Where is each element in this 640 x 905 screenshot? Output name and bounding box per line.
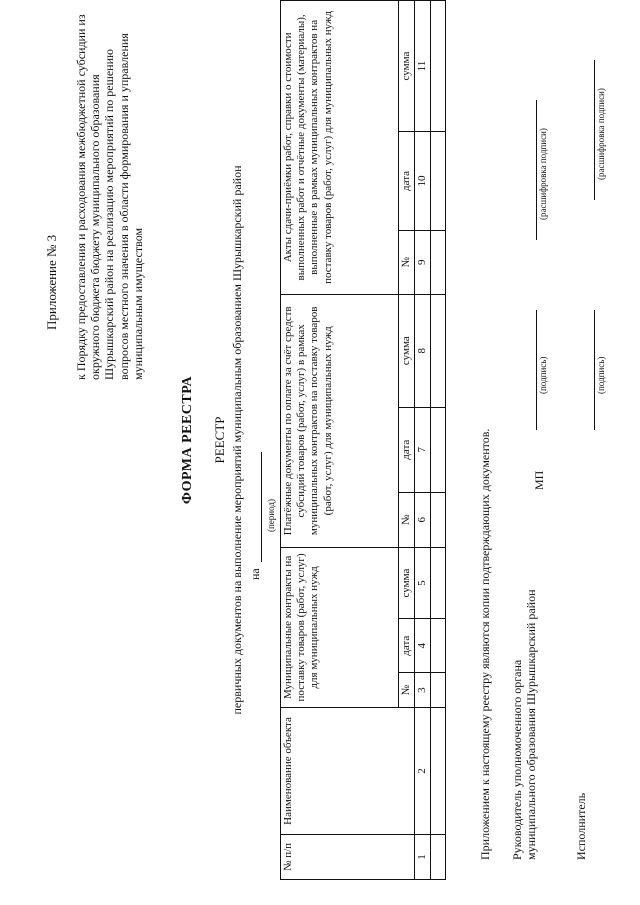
table-cell (431, 547, 446, 618)
sub-no: № (399, 230, 415, 294)
head-decode-caption: (расшифровка подписи) (538, 128, 548, 220)
period-prefix: на (248, 568, 262, 580)
table-cell (431, 407, 446, 492)
header-payments: Платёжные документы по оплате за счёт средств субсидий товаров (работ, услуг) в рамках муниципальных контрактов на поставку товаров (работ, услуг) для муниципальных нужд (281, 294, 399, 547)
table-cell (431, 708, 446, 835)
table-cell (431, 835, 446, 880)
table-cell (431, 619, 446, 673)
col-number: 4 (415, 619, 431, 673)
col-number: 9 (415, 230, 431, 294)
sub-no: № (399, 492, 415, 547)
form-title: ФОРМА РЕЕСТРА (180, 375, 195, 505)
sub-no: № (399, 673, 415, 708)
head-signature-row (510, 0, 552, 860)
col-number: 10 (415, 132, 431, 231)
head-decode-line (524, 100, 537, 240)
table-cell (431, 132, 446, 231)
table-cell (431, 1, 446, 132)
reestr-subtitle: первичных документов на выполнение мероприятий муниципальным образованием Шурышкарский район (230, 165, 244, 715)
table-cell (431, 492, 446, 547)
appendix-text: к Порядку предоставления и расходования межбюджетной субсидии из окружного бюджета бюджету муниципального образования Шурышкарский район на реализацию мероприятий по решению вопросов местного значения в области формирования и управления муниципальным имуществом (73, 14, 146, 380)
sub-sum: сумма (399, 294, 415, 407)
reestr-title: РЕЕСТР (212, 416, 227, 464)
header-contracts: Муниципальные контракты на поставку товаров (работ, услуг) для муниципальных нужд (281, 547, 399, 707)
head-label (510, 590, 539, 861)
table-row (431, 1, 446, 880)
sub-sum: сумма (399, 547, 415, 618)
register-table (280, 0, 446, 880)
executor-signature-row (568, 0, 610, 860)
col-number: 8 (415, 294, 431, 407)
head-label-line-1: Руководитель уполномоченного органа (510, 659, 524, 860)
document-page (40, 0, 606, 880)
executor-decode-caption: (расшифровка подписи) (596, 88, 606, 180)
table-cell (431, 230, 446, 294)
table-cell (431, 673, 446, 708)
col-number: 3 (415, 673, 431, 708)
sub-date: дата (399, 132, 415, 231)
appendix-title: Приложение № 3 (44, 234, 59, 330)
period-caption: (период) (266, 499, 276, 532)
header-num: № п/п (281, 835, 415, 880)
period-line (248, 452, 262, 580)
col-number: 11 (415, 1, 431, 132)
executor-signature-caption: (подпись) (596, 356, 606, 394)
period-blank (249, 452, 262, 562)
col-number: 2 (415, 708, 431, 835)
col-number: 1 (415, 835, 431, 880)
executor-label: Исполнитель (574, 792, 588, 860)
appendix-block (44, 0, 146, 380)
attachment-note: Приложением к настоящему реестру являются копии подтверждающих документов. (478, 428, 492, 860)
sub-date: дата (399, 619, 415, 673)
col-number: 7 (415, 407, 431, 492)
sub-sum: сумма (399, 1, 415, 132)
table-header-row (281, 1, 399, 880)
table-number-row (415, 1, 431, 880)
sub-date: дата (399, 407, 415, 492)
col-number: 5 (415, 547, 431, 618)
executor-decode-line (582, 60, 595, 200)
executor-signature-line (582, 310, 595, 430)
header-object: Наименование объекта (281, 708, 415, 835)
stamp-mark: МП (532, 470, 546, 490)
signatures-block (510, 0, 610, 860)
head-label-line-2: муниципального образования Шурышкарский район (524, 589, 539, 860)
col-number: 6 (415, 492, 431, 547)
head-signature-line (524, 310, 537, 430)
head-signature-caption: (подпись) (538, 356, 548, 394)
header-acts: Акты сдачи-приёмки работ, справки о стоимости выполненных работ и отчётные документы (материалы), выполненные в рамках муниципальных контрактов на поставку товаров (работ, услуг) для муниципальных нужд (281, 1, 399, 295)
table-cell (431, 294, 446, 407)
